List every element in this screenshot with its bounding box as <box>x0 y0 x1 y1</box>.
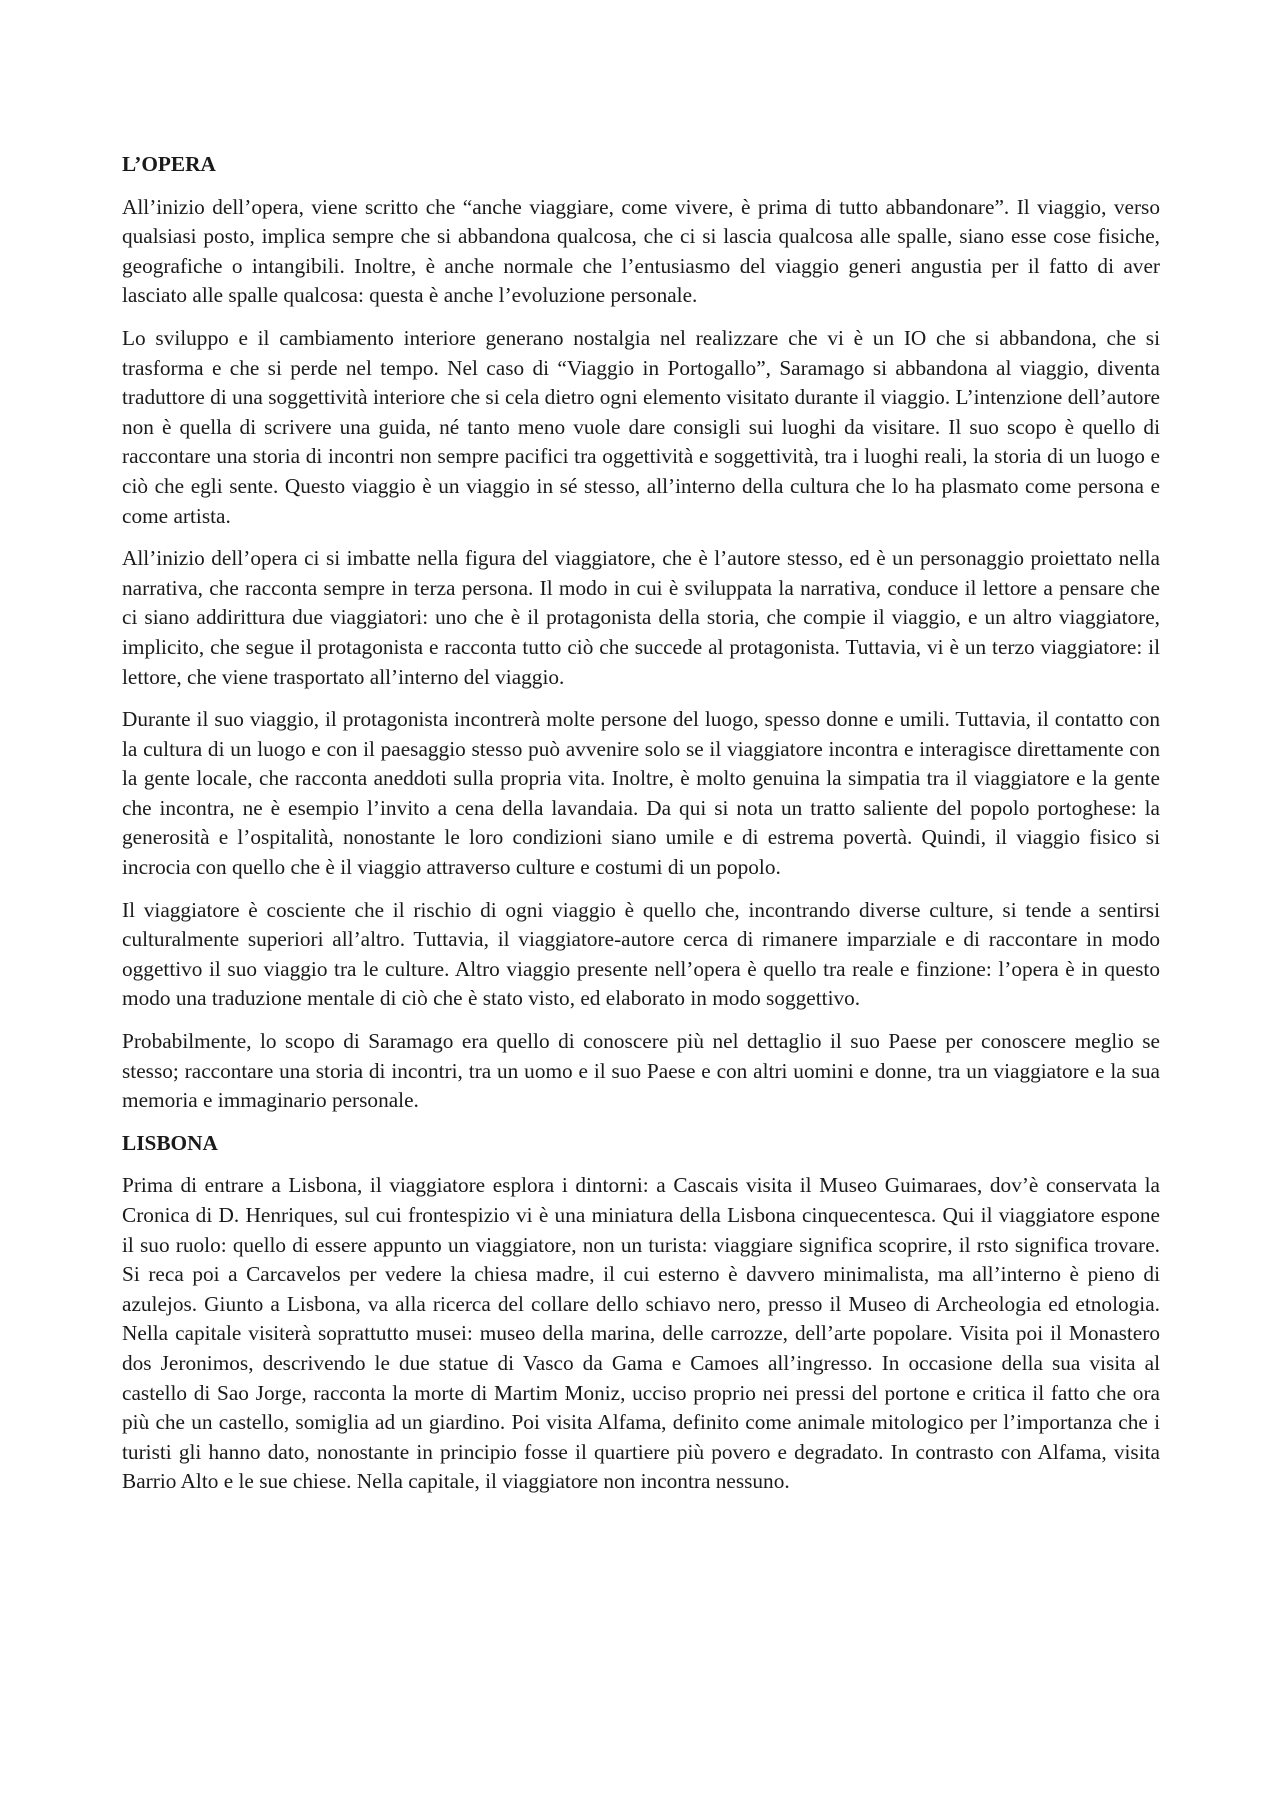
paragraph-opera-6: Probabilmente, lo scopo di Saramago era quello di conoscere più nel dettaglio il suo Paese per conoscere meglio se stesso; raccontare una storia di incontri, tra un uomo e il suo Paese e con altri uomini e donne, tra un viaggiatore e la sua memoria e immaginario personale. <box>122 1029 1160 1113</box>
section-heading-lisbona: LISBONA <box>122 1130 218 1155</box>
paragraph-opera-4: Durante il suo viaggio, il protagonista incontrerà molte persone del luogo, spesso donne e umili. Tuttavia, il contatto con la cultura di un luogo e con il paesaggio stesso può avvenire solo se il viaggiatore incontra e interagisce direttamente con la gente locale, che racconta aneddoti sulla propria vita. Inoltre, è molto genuina la simpatia tra il viaggiatore e la gente che incontra, ne è esempio l’invito a cena della lavandaia. Da qui si nota un tratto saliente del popolo portoghese: la generosità e l’ospitalità, nonostante le loro condizioni siano umile e di estrema povertà. Quindi, il viaggio fisico si incrocia con quello che è il viaggio attraverso culture e costumi di un popolo. <box>122 707 1160 880</box>
paragraph-opera-2: Lo sviluppo e il cambiamento interiore generano nostalgia nel realizzare che vi è un IO che si abbandona, che si trasforma e che si perde nel tempo. Nel caso di “Viaggio in Portogallo”, Saramago si abbandona al viaggio, diventa traduttore di una soggettività interiore che si cela dietro ogni elemento visitato durante il viaggio. L’intenzione dell’autore non è quella di scrivere una guida, né tanto meno vuole dare consigli sui luoghi da visitare. Il suo scopo è quello di raccontare una storia di incontri non sempre pacifici tra oggettività e soggettività, tra i luoghi reali, la storia di un luogo e ciò che egli sente. Questo viaggio è un viaggio in sé stesso, all’interno della cultura che lo ha plasmato come persona e come artista. <box>122 325 1160 528</box>
document-page <box>122 150 1160 1510</box>
paragraph-opera-3: All’inizio dell’opera ci si imbatte nella figura del viaggiatore, che è l’autore stesso, ed è un personaggio proiettato nella narrativa, che racconta sempre in terza persona. Il modo in cui è sviluppata la narrativa, conduce il lettore a pensare che ci siano addirittura due viaggiatori: uno che è il protagonista della storia, che compie il viaggio, e un altro viaggiatore, implicito, che segue il protagonista e racconta tutto ciò che succede al protagonista. Tuttavia, vi è un terzo viaggiatore: il lettore, che viene trasportato all’interno del viaggio. <box>122 546 1160 689</box>
section-heading-opera: L’OPERA <box>122 152 216 176</box>
paragraph-opera-5: Il viaggiatore è cosciente che il rischio di ogni viaggio è quello che, incontrando diverse culture, si tende a sentirsi culturalmente superiori all’altro. Tuttavia, il viaggiatore-autore cerca di rimanere imparziale e di raccontare in modo oggettivo il suo viaggio tra le culture. Altro viaggio presente nell’opera è quello tra reale e finzione: l’opera è in questo modo una traduzione mentale di ciò che è stato visto, ed elaborato in modo soggettivo. <box>122 897 1160 1011</box>
paragraph-opera-1: All’inizio dell’opera, viene scritto che “anche viaggiare, come vivere, è prima di tutto abbandonare”. Il viaggio, verso qualsiasi posto, implica sempre che si abbandona qualcosa, che ci si lascia qualcosa alle spalle, siano esse cose fisiche, geografiche o intangibili. Inoltre, è anche normale che l’entusiasmo del viaggio generi angustia per il fatto di aver lasciato alle spalle qualcosa: questa è anche l’evoluzione personale. <box>122 194 1160 308</box>
paragraph-lisbona-1: Prima di entrare a Lisbona, il viaggiatore esplora i dintorni: a Cascais visita il Museo Guimaraes, dov’è conservata la Cronica di D. Henriques, sul cui frontespizio vi è una miniatura della Lisbona cinquecentesca. Qui il viaggiatore espone il suo ruolo: quello di essere appunto un viaggiatore, non un turista: viaggiare significa scoprire, il rsto significa trovare. Si reca poi a Carcavelos per vedere la chiesa madre, il cui esterno è davvero minimalista, ma all’interno è pieno di azulejos. Giunto a Lisbona, va alla ricerca del collare dello schiavo nero, presso il Museo di Archeologia ed etnologia. Nella capitale visiterà soprattutto musei: museo della marina, delle carrozze, dell’arte popolare. Visita poi il Monastero dos Jeronimos, descrivendo le due statue di Vasco da Gama e Camoes all’ingresso. In occasione della sua visita al castello di Sao Jorge, racconta la morte di Martim Moniz, ucciso proprio nei pressi del portone e critica il fatto che ora più che un castello, somiglia ad un giardino. Poi visita Alfama, definito come animale mitologico per l’importanza che i turisti gli hanno dato, nonostante in principio fosse il quartiere più povero e degradato. In contrasto con Alfama, visita Barrio Alto e le sue chiese. Nella capitale, il viaggiatore non incontra nessuno. <box>122 1173 1160 1494</box>
